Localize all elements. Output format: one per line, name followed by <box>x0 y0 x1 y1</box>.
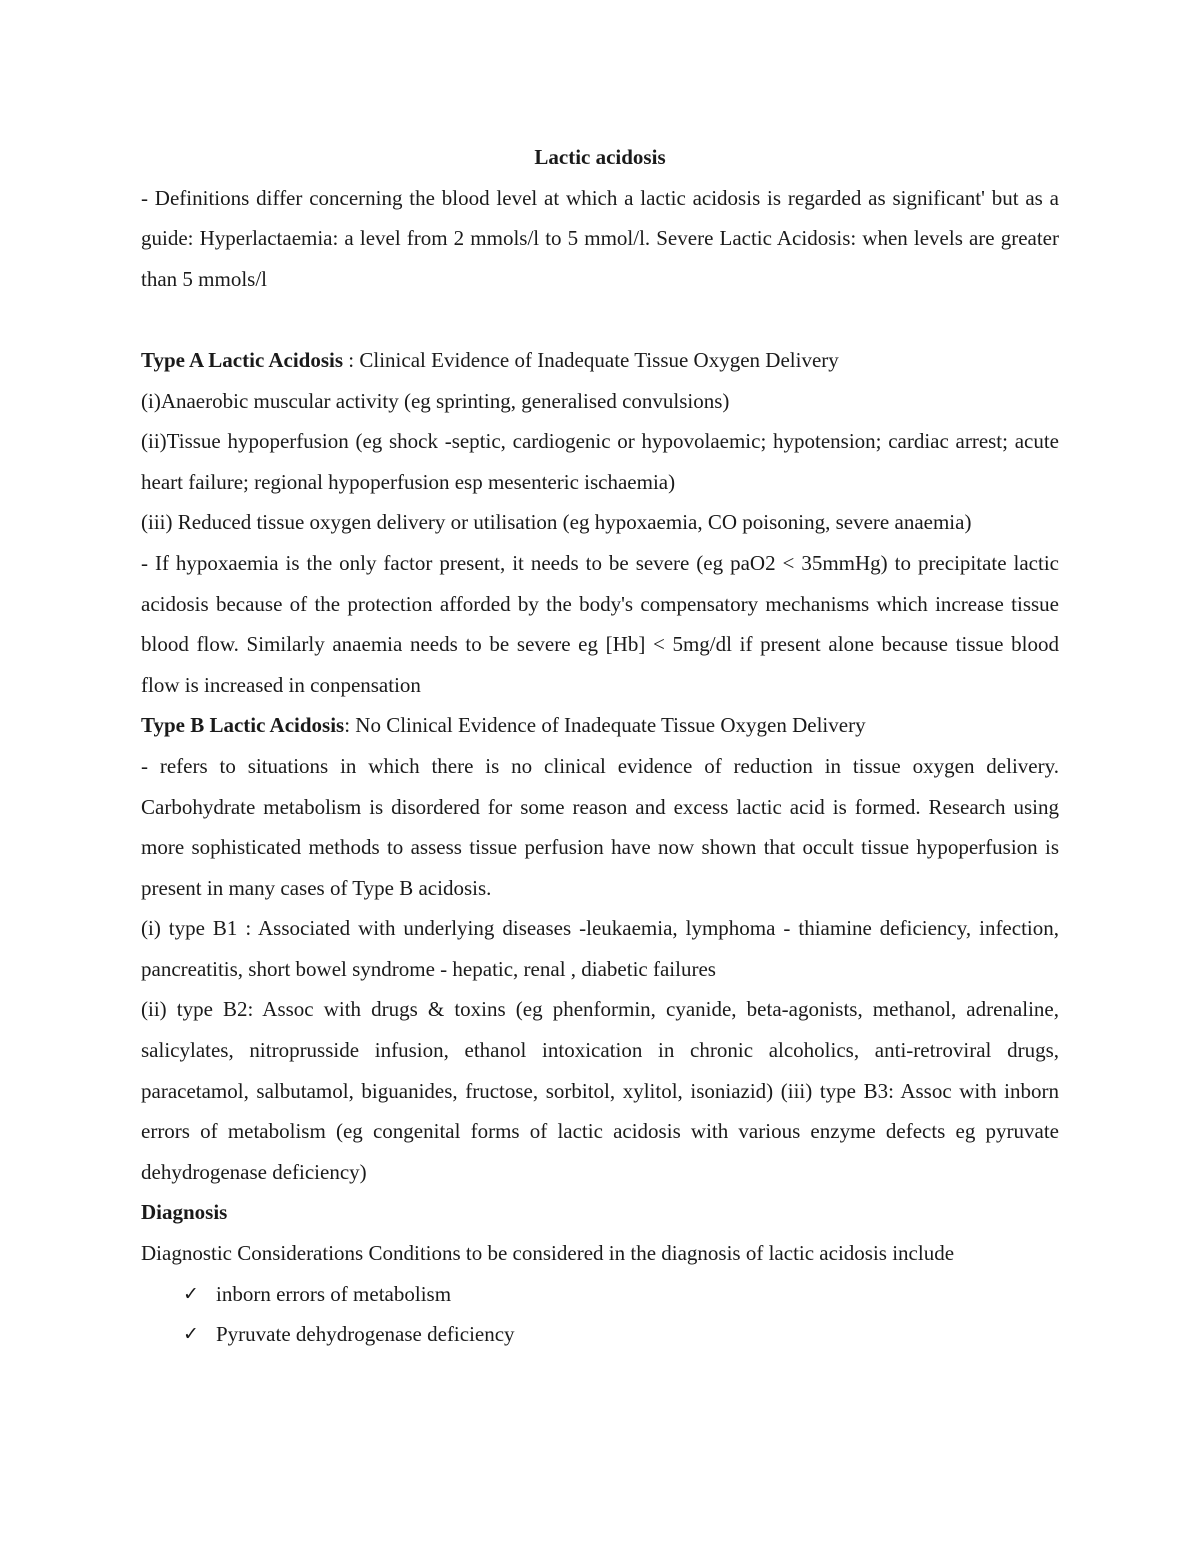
type-a-item-hypoperfusion: (ii)Tissue hypoperfusion (eg shock -septic, cardiogenic or hypovolaemic; hypotension; cardiac arrest; acute heart failure; regional hypoperfusion esp mesenteric ischaemia) <box>141 429 1059 494</box>
list-item <box>183 1274 1059 1315</box>
type-b-description: - refers to situations in which there is no clinical evidence of reduction in tissue oxygen delivery. Carbohydrate metabolism is disordered for some reason and excess lactic acid is formed. Research using more sophisticated methods to assess tissue perfusion have now shown that occult tissue hypoperfusion is present in many cases of Type B acidosis. <box>141 753 1059 900</box>
type-a-hypoxaemia-note: - If hypoxaemia is the only factor present, it needs to be severe (eg paO2 < 35mmHg) to precipitate lactic acidosis because of the protection afforded by the body's compensatory mechanisms which increase tissue blood flow. Similarly anaemia needs to be severe eg [Hb] < 5mg/dl if present alone because tissue blood flow is increased in conpensation <box>141 550 1059 697</box>
list-item <box>183 1314 1059 1355</box>
type-a-heading: Type A Lactic Acidosis <box>141 347 344 372</box>
diagnosis-heading: Diagnosis <box>141 1200 228 1225</box>
checkmark-icon: ✓ <box>183 1282 199 1305</box>
type-a-item-reduced-oxygen: (iii) Reduced tissue oxygen delivery or utilisation (eg hypoxaemia, CO poisoning, severe anaemia) <box>141 510 972 535</box>
diagnosis-checklist <box>141 1274 1059 1355</box>
type-a-heading-rest: : Clinical Evidence of Inadequate Tissue Oxygen Delivery <box>343 347 839 372</box>
type-a-heading-line <box>141 340 1059 381</box>
blank-line <box>141 299 1059 340</box>
type-b-heading-rest: : No Clinical Evidence of Inadequate Tissue Oxygen Delivery <box>344 713 866 738</box>
list-item-label: Pyruvate dehydrogenase deficiency <box>216 1322 515 1347</box>
type-a-item-anaerobic: (i)Anaerobic muscular activity (eg sprinting, generalised convulsions) <box>141 388 730 413</box>
definition-paragraph: - Definitions differ concerning the blood level at which a lactic acidosis is regarded as significant' but as a guide: Hyperlactaemia: a level from 2 mmols/l to 5 mmol/l. Severe Lactic Acidosis: when levels are greater than 5 mmols/l <box>141 185 1059 291</box>
type-b1-item: (i) type B1 : Associated with underlying diseases -leukaemia, lymphoma - thiamine deficiency, infection, pancreatitis, short bowel syndrome - hepatic, renal , diabetic failures <box>141 916 1059 981</box>
page-title: Lactic acidosis <box>534 145 666 169</box>
type-b-heading-line <box>141 705 1059 746</box>
document-body <box>141 137 1059 1355</box>
type-b2-b3-item: (ii) type B2: Assoc with drugs & toxins (eg phenformin, cyanide, beta-agonists, methanol, adrenaline, salicylates, nitroprusside infusion, ethanol intoxication in chronic alcoholics, anti-retroviral drugs, paracetamol, salbutamol, biguanides, fructose, sorbitol, xylitol, isoniazid) (iii) type B3: Assoc with inborn errors of metabolism (eg congenital forms of lactic acidosis with various enzyme defects eg pyruvate dehydrogenase deficiency) <box>141 997 1059 1184</box>
diagnosis-intro: Diagnostic Considerations Conditions to be considered in the diagnosis of lactic acidosis include <box>141 1241 955 1266</box>
list-item-label: inborn errors of metabolism <box>216 1281 452 1306</box>
checkmark-icon: ✓ <box>183 1323 199 1346</box>
type-b-heading: Type B Lactic Acidosis <box>141 713 345 738</box>
